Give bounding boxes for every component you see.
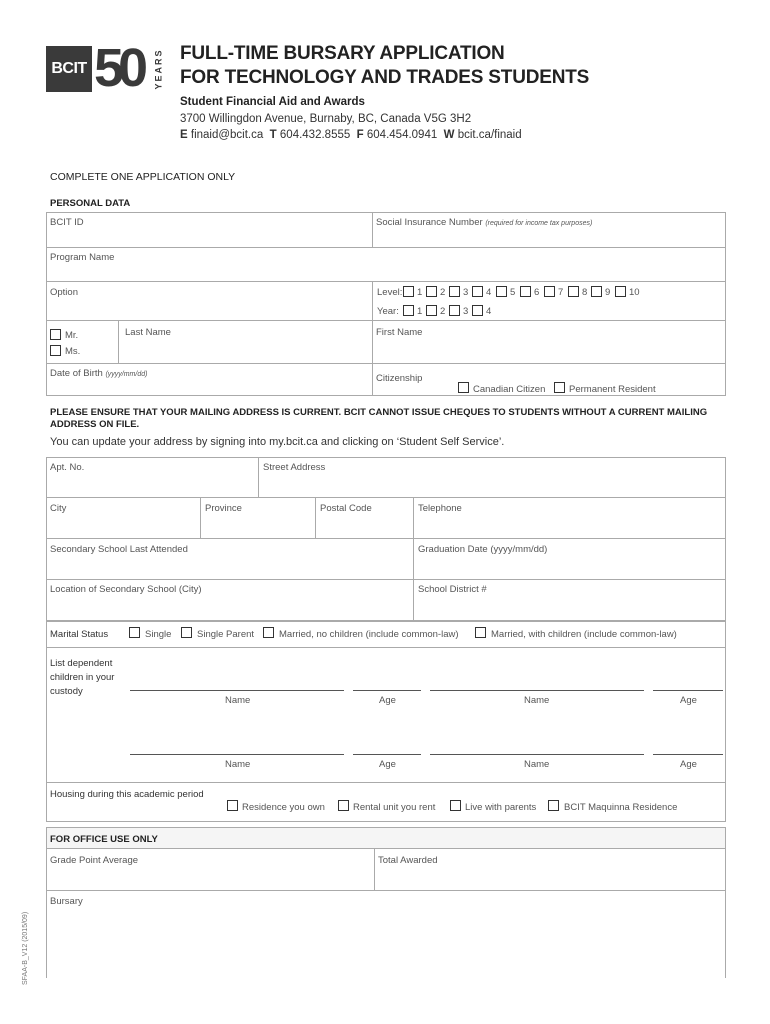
school-district-field[interactable]: School District # — [418, 584, 487, 595]
last-name-field[interactable]: Last Name — [125, 327, 171, 338]
marital-status-label: Marital Status — [50, 629, 109, 640]
year-label: Year: — [377, 306, 399, 317]
mr-label: Mr. — [65, 330, 79, 341]
address-table — [46, 457, 726, 621]
form-title-line2: FOR TECHNOLOGY AND TRADES STUDENTS — [180, 67, 590, 88]
dependent-age-caption: Age — [379, 695, 396, 706]
department-address: 3700 Willingdon Avenue, Burnaby, BC, Canada V5G 3H2 — [180, 113, 472, 125]
ms-label: Ms. — [65, 346, 81, 357]
dependent-name-line-4[interactable] — [430, 754, 644, 755]
maquinna-residence-checkbox[interactable] — [548, 800, 559, 811]
year-checkbox-2[interactable] — [426, 305, 437, 316]
live-with-parents-label: Live with parents — [465, 802, 537, 813]
logo-years-word: YEARS — [153, 48, 164, 90]
level-checkbox-9[interactable] — [591, 286, 602, 297]
live-with-parents-checkbox[interactable] — [450, 800, 461, 811]
single-label: Single — [145, 629, 172, 640]
office-use-section — [46, 827, 726, 978]
dependent-name-caption: Name — [524, 759, 550, 770]
city-field[interactable]: City — [50, 503, 67, 514]
level-label: Level: — [377, 287, 403, 298]
year-checkbox-4[interactable] — [472, 305, 483, 316]
department-name: Student Financial Aid and Awards — [180, 96, 365, 108]
dob-field[interactable]: Date of Birth (yyyy/mm/dd) — [50, 368, 148, 379]
fax-number: 604.454.0941 — [366, 129, 438, 141]
email-link[interactable]: finaid@bcit.ca — [190, 129, 264, 141]
permanent-resident-label: Permanent Resident — [569, 384, 656, 395]
housing-label: Housing during this academic period — [50, 789, 204, 800]
logo-anniversary-number: 50 — [94, 38, 143, 98]
bursary-field[interactable]: Bursary — [50, 896, 83, 907]
address-update-instruction: You can update your address by signing into my.bcit.ca and clicking on ‘Student Self Service’. — [50, 436, 505, 448]
form-code: SFAA-B_V12 (2015/09) — [22, 911, 29, 985]
maquinna-residence-label: BCIT Maquinna Residence — [564, 802, 678, 813]
secondary-school-field[interactable]: Secondary School Last Attended — [50, 544, 188, 555]
rental-unit-checkbox[interactable] — [338, 800, 349, 811]
level-checkbox-6[interactable] — [520, 286, 531, 297]
level-checkbox-5[interactable] — [496, 286, 507, 297]
apt-no-field[interactable]: Apt. No. — [50, 462, 85, 473]
dependent-age-line-3[interactable] — [353, 754, 421, 755]
street-address-field[interactable]: Street Address — [263, 462, 326, 473]
year-checkbox-1[interactable] — [403, 305, 414, 316]
dependent-name-caption: Name — [225, 695, 251, 706]
level-checkbox-1[interactable] — [403, 286, 414, 297]
level-checkbox-7[interactable] — [544, 286, 555, 297]
married-with-children-label: Married, with children (include common-law) — [491, 629, 677, 640]
dependent-age-caption: Age — [379, 759, 396, 770]
dependent-age-line-2[interactable] — [653, 690, 723, 691]
dependent-name-caption: Name — [524, 695, 550, 706]
dependent-name-line-3[interactable] — [130, 754, 344, 755]
mr-checkbox[interactable] — [50, 329, 61, 340]
married-no-children-checkbox[interactable] — [263, 627, 274, 638]
sin-field[interactable]: Social Insurance Number (required for income tax purposes) — [376, 217, 593, 228]
permanent-resident-checkbox[interactable] — [554, 382, 565, 393]
single-parent-checkbox[interactable] — [181, 627, 192, 638]
personal-data-table — [46, 212, 726, 396]
canadian-citizen-label: Canadian Citizen — [473, 384, 546, 395]
year-checkbox-3[interactable] — [449, 305, 460, 316]
level-checkbox-8[interactable] — [568, 286, 579, 297]
total-awarded-field[interactable]: Total Awarded — [378, 855, 438, 866]
dependent-age-line-4[interactable] — [653, 754, 723, 755]
dependent-name-caption: Name — [225, 759, 251, 770]
ms-checkbox[interactable] — [50, 345, 61, 356]
single-parent-label: Single Parent — [197, 629, 255, 640]
contact-line: E finaid@bcit.ca T 604.432.8555 F 604.454.0941 W bcit.ca/finaid — [180, 129, 522, 141]
school-location-field[interactable]: Location of Secondary School (City) — [50, 584, 202, 595]
office-use-heading: FOR OFFICE USE ONLY — [50, 834, 158, 845]
married-with-children-checkbox[interactable] — [475, 627, 486, 638]
option-field[interactable]: Option — [50, 287, 78, 298]
dependents-label: List dependent children in your custody — [50, 658, 115, 697]
level-checkbox-2[interactable] — [426, 286, 437, 297]
mailing-address-notice: PLEASE ENSURE THAT YOUR MAILING ADDRESS IS CURRENT. BCIT CANNOT ISSUE CHEQUES TO STUDENTS WITHOUT A CURRENT MAILING ADDRESS ON FILE. — [50, 407, 708, 430]
sin-note: (required for income tax purposes) — [485, 220, 593, 227]
single-checkbox[interactable] — [129, 627, 140, 638]
level-checkbox-3[interactable] — [449, 286, 460, 297]
married-no-children-label: Married, no children (include common-law) — [279, 629, 459, 640]
form-title-line1: FULL-TIME BURSARY APPLICATION — [180, 43, 505, 64]
website-link[interactable]: bcit.ca/finaid — [457, 129, 522, 141]
dependent-age-line-1[interactable] — [353, 690, 421, 691]
dependent-name-line-2[interactable] — [430, 690, 644, 691]
postal-code-field[interactable]: Postal Code — [320, 503, 372, 514]
province-field[interactable]: Province — [205, 503, 242, 514]
level-checkbox-10[interactable] — [615, 286, 626, 297]
bcit-id-field[interactable]: BCIT ID — [50, 217, 84, 228]
program-name-field[interactable]: Program Name — [50, 252, 115, 263]
gpa-field[interactable]: Grade Point Average — [50, 855, 139, 866]
dob-note: (yyyy/mm/dd) — [105, 371, 148, 378]
personal-data-heading: PERSONAL DATA — [50, 198, 131, 209]
residence-own-label: Residence you own — [242, 802, 325, 813]
canadian-citizen-checkbox[interactable] — [458, 382, 469, 393]
level-checkbox-4[interactable] — [472, 286, 483, 297]
rental-unit-label: Rental unit you rent — [353, 802, 436, 813]
bcit-logo — [46, 38, 164, 98]
dependent-age-caption: Age — [680, 759, 697, 770]
complete-one-instruction: COMPLETE ONE APPLICATION ONLY — [50, 171, 236, 183]
bcit-logo-box: BCIT — [46, 46, 92, 92]
phone-number: 604.432.8555 — [279, 129, 351, 141]
first-name-field[interactable]: First Name — [376, 327, 423, 338]
graduation-date-field[interactable]: Graduation Date (yyyy/mm/dd) — [418, 544, 548, 555]
dependent-name-line-1[interactable] — [130, 690, 344, 691]
dependent-age-caption: Age — [680, 695, 697, 706]
residence-own-checkbox[interactable] — [227, 800, 238, 811]
citizenship-label: Citizenship — [376, 373, 423, 384]
telephone-field[interactable]: Telephone — [418, 503, 462, 514]
